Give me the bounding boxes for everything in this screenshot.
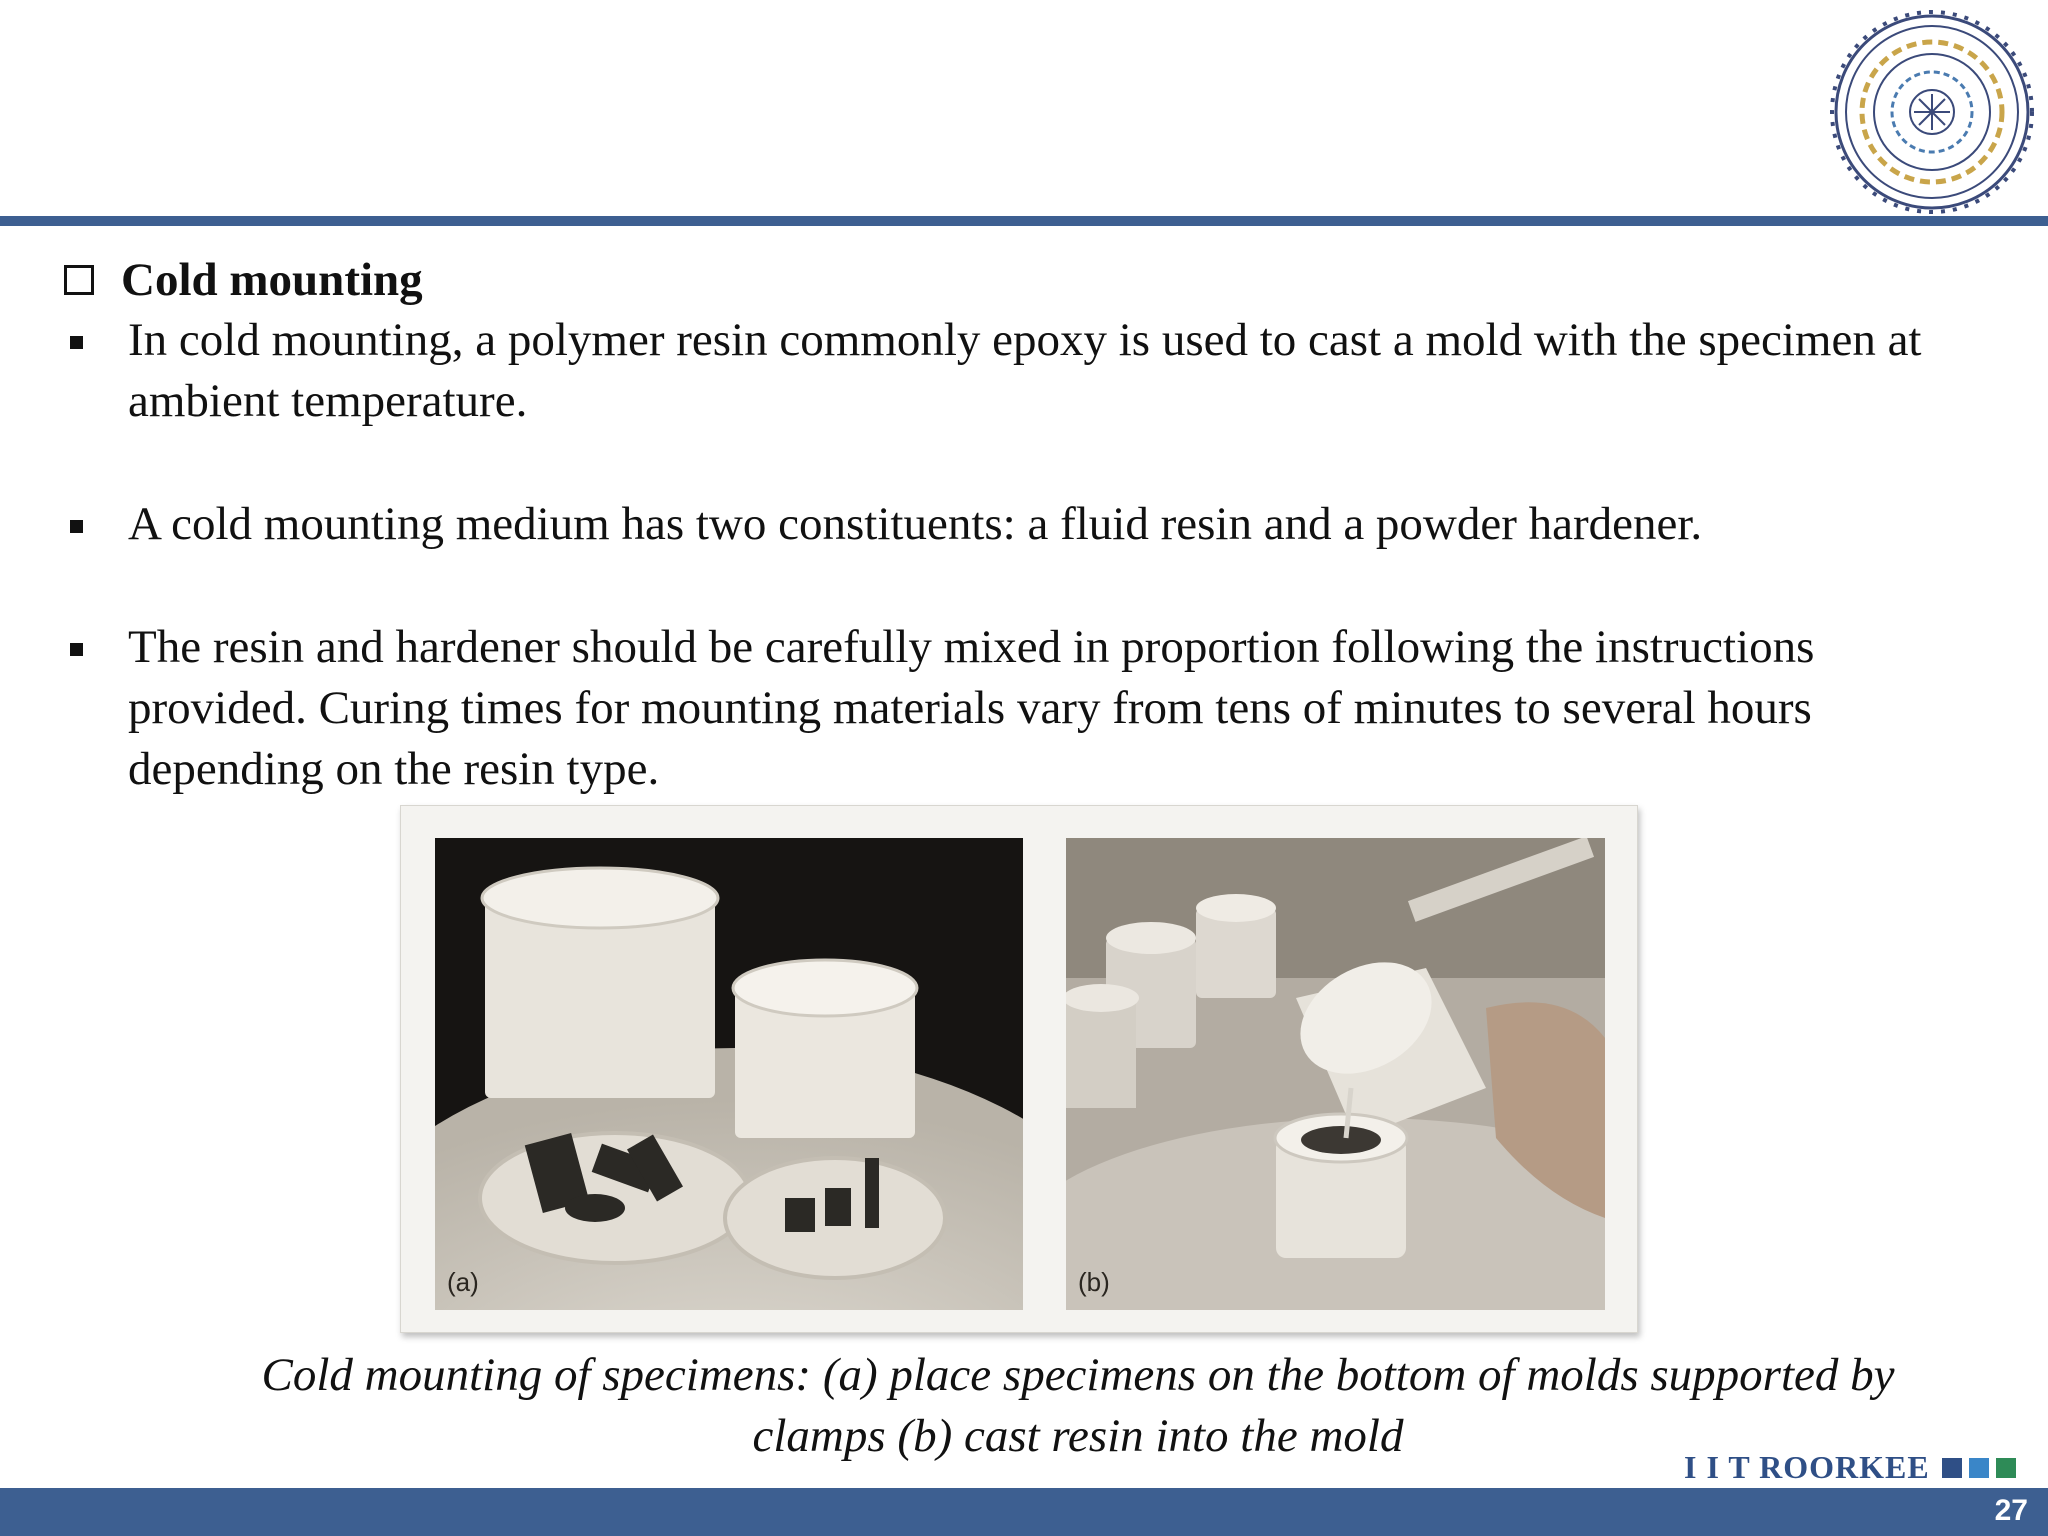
bullet-text: In cold mounting, a polymer resin commonly epoxy is used to cast a mold with the specimen at ambient temperature. [128,314,1922,427]
caption-line: clamps (b) cast resin into the mold [752,1410,1404,1462]
bullet-item [64,310,1994,432]
brand-square-icon [1996,1458,2016,1478]
checkbox-bullet-icon [64,265,94,295]
bullet-item [64,494,1994,555]
brand-squares [1942,1458,2016,1478]
bullet-text: A cold mounting medium has two constituents: a fluid resin and a powder hardener. [128,498,1703,550]
brand-square-icon [1942,1458,1962,1478]
bullet-item [64,617,1994,800]
header-divider-bar [0,216,2048,226]
square-bullet-icon [70,520,83,533]
footer-bar [0,1488,2048,1536]
section-heading [64,250,1994,310]
square-bullet-icon [70,643,83,656]
brand-wordmark: I I T ROORKEE [1684,1449,1930,1485]
square-bullet-icon [70,336,83,349]
photo-molds-with-specimens [435,838,1023,1310]
photo-casting-resin [1066,838,1605,1310]
slide-content [64,250,1994,800]
bullet-text: The resin and hardener should be carefully mixed in proportion following the instructions provided. Curing times for mounting materials vary from tens of minutes to several hours depending on the resin type. [128,621,1815,795]
iit-roorkee-logo [1826,6,2038,218]
footer-brand [1684,1449,2016,1486]
photo-b-label: (b) [1078,1267,1110,1297]
brand-square-icon [1969,1458,1989,1478]
figure-frame [400,805,1638,1333]
photo-a-label: (a) [447,1267,479,1297]
heading-text: Cold mounting [121,254,423,306]
caption-line: Cold mounting of specimens: (a) place specimens on the bottom of molds supported by [261,1349,1895,1401]
page-number: 27 [1994,1494,2028,1527]
